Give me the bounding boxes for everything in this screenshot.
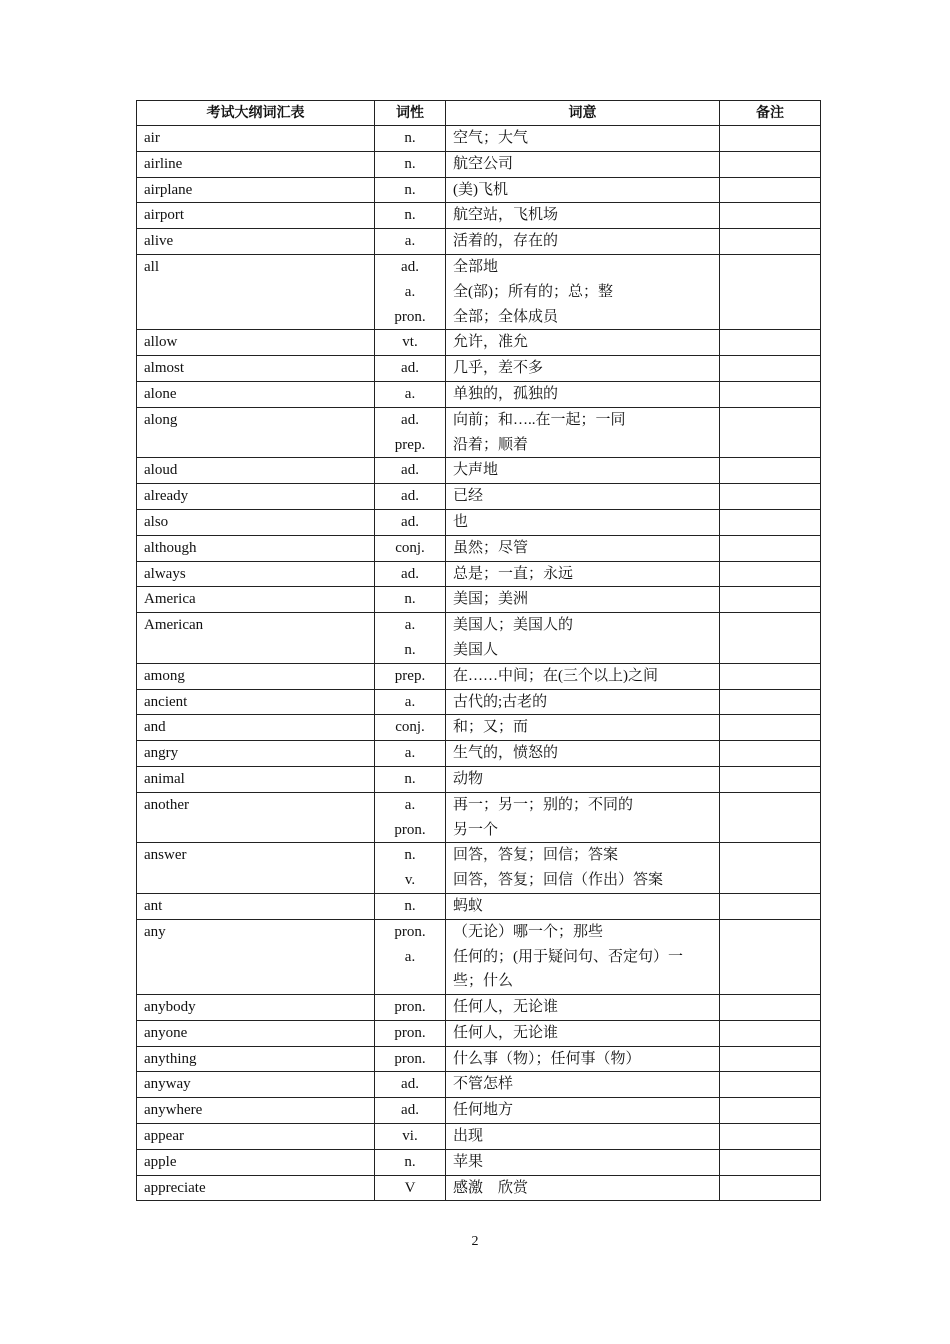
meaning-line: 全(部)；所有的；总；整 [453,283,613,300]
cell-part-of-speech [375,919,446,994]
cell-word: anything [137,1046,375,1072]
cell-word: alive [137,229,375,255]
cell-note [720,893,821,919]
cell-part-of-speech [375,792,446,843]
table-row [137,919,821,994]
cell-word: alone [137,381,375,407]
cell-meaning [446,792,720,843]
cell-note [720,1020,821,1046]
pos-line: a. [404,693,416,710]
cell-word: appear [137,1124,375,1150]
cell-word: appreciate [137,1175,375,1201]
cell-part-of-speech [375,535,446,561]
cell-word: along [137,407,375,458]
cell-note [720,1046,821,1072]
pos-line: ad. [401,488,419,505]
pos-line: pron. [394,999,426,1016]
cell-note [720,458,821,484]
cell-meaning [446,151,720,177]
cell-meaning [446,689,720,715]
meaning-line: 几乎，差不多 [453,360,544,377]
cell-part-of-speech [375,715,446,741]
meaning-line: 另一个 [453,821,499,838]
cell-meaning [446,1046,720,1072]
table-row [137,1149,821,1175]
cell-note [720,995,821,1021]
pos-line: n. [404,155,416,172]
cell-meaning [446,613,720,664]
pos-line: v. [404,872,416,889]
pos-line: pron. [394,308,426,325]
pos-line: ad. [401,565,419,582]
pos-line: n. [404,641,416,658]
pos-line: n. [404,1153,416,1170]
cell-meaning [446,1020,720,1046]
pos-line: a. [404,617,416,634]
meaning-line: 在……中间；在(三个以上)之间 [453,667,658,684]
cell-note [720,177,821,203]
cell-meaning [446,715,720,741]
table-row [137,792,821,843]
cell-meaning [446,663,720,689]
cell-note [720,151,821,177]
pos-line: ad. [401,411,419,428]
cell-meaning [446,458,720,484]
table-row [137,741,821,767]
table-row [137,689,821,715]
cell-word: airport [137,203,375,229]
meaning-line: (美)飞机 [453,181,508,198]
pos-line: conj. [395,539,425,556]
cell-word: animal [137,766,375,792]
table-row [137,561,821,587]
cell-part-of-speech [375,330,446,356]
cell-note [720,356,821,382]
pos-line: n. [404,897,416,914]
meaning-line: 单独的，孤独的 [453,385,559,402]
cell-meaning [446,766,720,792]
pos-line: ad. [401,1076,419,1093]
cell-word: allow [137,330,375,356]
cell-meaning [446,1098,720,1124]
cell-note [720,561,821,587]
cell-word: aloud [137,458,375,484]
pos-line: n. [404,770,416,787]
cell-word: almost [137,356,375,382]
cell-meaning [446,587,720,613]
meaning-line: 蚂蚁 [453,897,484,914]
pos-line: pron. [394,1024,426,1041]
cell-word: anybody [137,995,375,1021]
cell-part-of-speech [375,741,446,767]
pos-line: ad. [401,1102,419,1119]
cell-word: anywhere [137,1098,375,1124]
cell-word: another [137,792,375,843]
meaning-line: 总是；一直；永远 [453,565,574,582]
cell-word: answer [137,843,375,894]
pos-line: conj. [395,719,425,736]
table-row [137,1098,821,1124]
cell-note [720,919,821,994]
pos-line: n. [404,181,416,198]
meaning-line: 航空公司 [453,155,514,172]
header-part-of-speech: 词性 [375,101,446,126]
cell-note [720,1124,821,1150]
cell-note [720,843,821,894]
cell-word: all [137,254,375,329]
meaning-line: 美国；美洲 [453,591,529,608]
cell-meaning [446,203,720,229]
cell-part-of-speech [375,177,446,203]
pos-line: vt. [402,334,418,351]
cell-part-of-speech [375,381,446,407]
table-row [137,893,821,919]
meaning-line: 沿着；顺着 [453,436,529,453]
cell-note [720,689,821,715]
cell-meaning [446,330,720,356]
pos-line: ad. [401,513,419,530]
table-row [137,151,821,177]
meaning-line: 虽然；尽管 [453,539,529,556]
table-row [137,1020,821,1046]
meaning-line: 大声地 [453,462,499,479]
pos-line: a. [404,745,416,762]
cell-word: airplane [137,177,375,203]
cell-meaning [446,509,720,535]
meaning-line: 美国人；美国人的 [453,617,574,634]
cell-note [720,1149,821,1175]
pos-line: pron. [394,923,426,940]
cell-meaning [446,484,720,510]
pos-line: vi. [402,1128,418,1145]
table-row [137,715,821,741]
pos-line: n. [404,130,416,146]
cell-note [720,407,821,458]
cell-meaning [446,893,720,919]
meaning-line: 任何的；(用于疑问句、否定句）一 [453,948,683,965]
meaning-line: 生气的，愤怒的 [453,745,559,762]
table-row [137,1124,821,1150]
cell-meaning [446,407,720,458]
meaning-line: 也 [453,513,469,530]
cell-part-of-speech [375,203,446,229]
cell-part-of-speech [375,1046,446,1072]
meaning-line: 活着的，存在的 [453,233,559,250]
meaning-line: （无论）哪一个；那些 [453,923,604,940]
table-row [137,1072,821,1098]
table-row [137,177,821,203]
cell-word: apple [137,1149,375,1175]
cell-note [720,484,821,510]
cell-word: ant [137,893,375,919]
cell-part-of-speech [375,1149,446,1175]
cell-part-of-speech [375,689,446,715]
table-row [137,766,821,792]
meaning-line: 动物 [453,770,484,787]
cell-word: America [137,587,375,613]
table-row [137,995,821,1021]
table-header-row [137,101,821,126]
table-row [137,509,821,535]
cell-note [720,587,821,613]
table-row [137,843,821,894]
header-note: 备注 [720,101,821,126]
meaning-line: 美国人 [453,641,499,658]
meaning-line: 再一；另一；别的；不同的 [453,796,634,813]
cell-part-of-speech [375,587,446,613]
pos-line: pron. [394,821,426,838]
table-row [137,1175,821,1201]
cell-note [720,741,821,767]
cell-part-of-speech [375,1175,446,1201]
cell-part-of-speech [375,254,446,329]
header-meaning: 词意 [446,101,720,126]
pos-line: a. [404,796,416,813]
pos-line: ad. [401,462,419,479]
meaning-line: 些；什么 [453,973,514,990]
cell-word: ancient [137,689,375,715]
cell-note [720,535,821,561]
cell-part-of-speech [375,1124,446,1150]
cell-meaning [446,229,720,255]
cell-meaning [446,561,720,587]
header-word: 考试大纲词汇表 [137,101,375,126]
meaning-line: 感激 欣赏 [453,1179,529,1196]
meaning-line: 空气；大气 [453,130,529,146]
cell-meaning [446,126,720,152]
cell-part-of-speech [375,893,446,919]
cell-part-of-speech [375,561,446,587]
table-body [137,126,821,1201]
pos-line: pron. [394,1050,426,1067]
cell-part-of-speech [375,229,446,255]
cell-part-of-speech [375,995,446,1021]
cell-word: airline [137,151,375,177]
table-row [137,484,821,510]
cell-note [720,381,821,407]
cell-part-of-speech [375,1020,446,1046]
table-row [137,1046,821,1072]
meaning-line: 任何人，无论谁 [453,1024,559,1041]
vocabulary-table [136,100,821,1201]
cell-note [720,1098,821,1124]
table-row [137,407,821,458]
cell-part-of-speech [375,484,446,510]
cell-meaning [446,356,720,382]
meaning-line: 允许，准允 [453,334,529,351]
cell-word: any [137,919,375,994]
pos-line: n. [404,591,416,608]
cell-part-of-speech [375,151,446,177]
pos-line: a. [404,283,416,300]
meaning-line: 回答，答复；回信；答案 [453,847,619,864]
cell-part-of-speech [375,509,446,535]
cell-note [720,229,821,255]
meaning-line: 古代的;古老的 [453,693,548,710]
cell-note [720,1175,821,1201]
cell-part-of-speech [375,1072,446,1098]
meaning-line: 什么事（物）；任何事（物） [453,1050,641,1067]
cell-part-of-speech [375,407,446,458]
cell-note [720,203,821,229]
cell-part-of-speech [375,1098,446,1124]
cell-meaning [446,843,720,894]
cell-word: among [137,663,375,689]
pos-line: V [404,1179,416,1196]
cell-part-of-speech [375,356,446,382]
cell-part-of-speech [375,766,446,792]
cell-note [720,330,821,356]
table-row [137,254,821,329]
meaning-line: 回答，答复；回信（作出）答案 [453,872,664,889]
pos-line: a. [404,385,416,402]
cell-meaning [446,177,720,203]
cell-note [720,126,821,152]
cell-meaning [446,1175,720,1201]
cell-part-of-speech [375,458,446,484]
cell-note [720,254,821,329]
meaning-line: 不管怎样 [453,1076,514,1093]
cell-word: air [137,126,375,152]
cell-part-of-speech [375,663,446,689]
meaning-line: 已经 [453,488,484,505]
meaning-line: 苹果 [453,1153,484,1170]
table-row [137,356,821,382]
table-row [137,613,821,664]
pos-line: a. [404,233,416,250]
cell-word: also [137,509,375,535]
table-row [137,458,821,484]
cell-part-of-speech [375,843,446,894]
meaning-line: 任何地方 [453,1102,514,1119]
cell-meaning [446,1072,720,1098]
page-number: 2 [471,1234,479,1249]
meaning-line: 出现 [453,1128,484,1145]
cell-note [720,509,821,535]
cell-word: anyone [137,1020,375,1046]
pos-line: prep. [394,436,426,453]
pos-line: n. [404,207,416,224]
pos-line: ad. [401,258,419,275]
cell-meaning [446,1124,720,1150]
pos-line: a. [404,948,416,965]
cell-word: American [137,613,375,664]
cell-note [720,715,821,741]
table-row [137,203,821,229]
cell-word: anyway [137,1072,375,1098]
cell-note [720,613,821,664]
cell-part-of-speech [375,126,446,152]
meaning-line: 和；又；而 [453,719,529,736]
meaning-line: 全部；全体成员 [453,308,559,325]
table-row [137,381,821,407]
pos-line: prep. [394,667,426,684]
cell-meaning [446,381,720,407]
table-row [137,126,821,152]
cell-meaning [446,741,720,767]
table-row [137,663,821,689]
table-row [137,330,821,356]
cell-word: although [137,535,375,561]
pos-line: ad. [401,360,419,377]
pos-line: n. [404,847,416,864]
cell-word: and [137,715,375,741]
table-row [137,229,821,255]
cell-note [720,792,821,843]
meaning-line: 任何人，无论谁 [453,999,559,1016]
meaning-line: 向前；和…..在一起；一同 [453,411,626,428]
cell-note [720,1072,821,1098]
cell-meaning [446,1149,720,1175]
cell-word: angry [137,741,375,767]
table-row [137,587,821,613]
cell-meaning [446,254,720,329]
meaning-line: 航空站，飞机场 [453,207,559,224]
cell-note [720,766,821,792]
cell-meaning [446,919,720,994]
cell-word: always [137,561,375,587]
cell-meaning [446,535,720,561]
cell-part-of-speech [375,613,446,664]
meaning-line: 全部地 [453,258,499,275]
cell-meaning [446,995,720,1021]
cell-note [720,663,821,689]
cell-word: already [137,484,375,510]
table-row [137,535,821,561]
